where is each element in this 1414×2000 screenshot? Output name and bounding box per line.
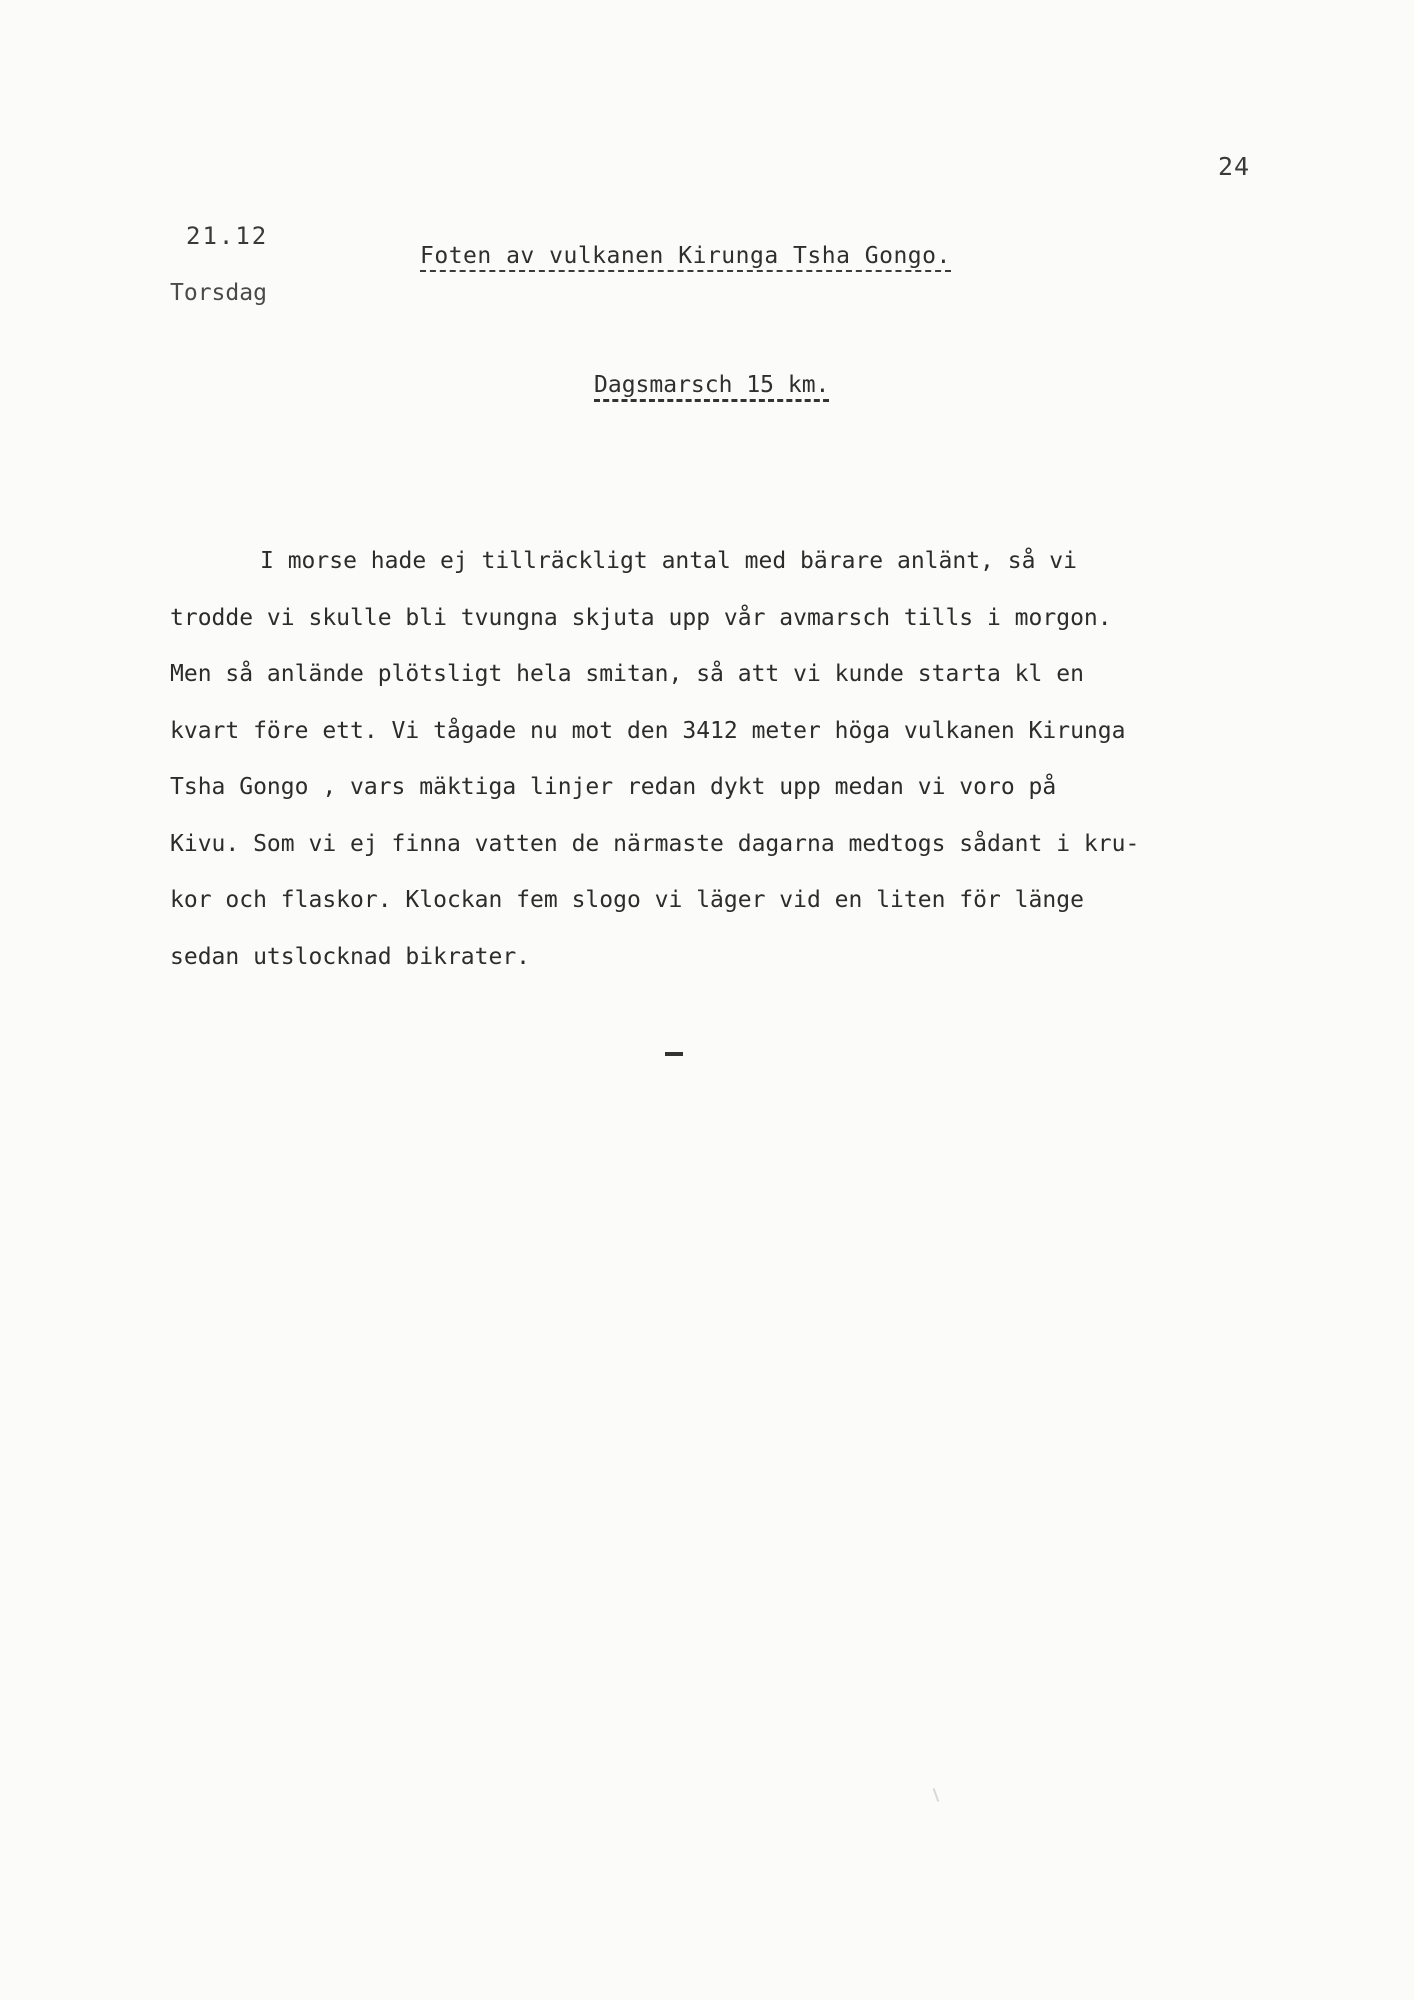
body-line: Kivu. Som vi ej finna vatten de närmaste dagarna medtogs sådant i kru- (170, 830, 1140, 857)
body-line: kor och flaskor. Klockan fem slogo vi läger vid en liten för länge (170, 887, 1084, 913)
body-line: sedan utslocknad bikrater. (170, 943, 531, 970)
entry-subheading: Dagsmarsch 15 km. (594, 372, 829, 402)
entry-date: 21.12 (186, 222, 269, 250)
entry-body (170, 533, 1395, 985)
body-line: trodde vi skulle bli tvungna skjuta upp vår avmarsch tills i morgon. (170, 604, 1112, 631)
entry-weekday: Torsdag (170, 280, 267, 306)
entry-heading: Foten av vulkanen Kirunga Tsha Gongo. (420, 243, 951, 272)
page-number: 24 (1218, 152, 1251, 181)
body-line: Tsha Gongo , vars mäktiga linjer redan dykt upp medan vi voro på (170, 774, 1057, 800)
body-line: Men så anlände plötsligt hela smitan, så att vi kunde starta kl en (170, 661, 1084, 687)
body-line: I morse hade ej tillräckligt antal med bärare anlänt, så vi (260, 548, 1077, 574)
section-dash (665, 1052, 683, 1056)
paper-speck (933, 1788, 940, 1802)
body-line: kvart före ett. Vi tågade nu mot den 3412 meter höga vulkanen Kirunga (170, 717, 1126, 744)
